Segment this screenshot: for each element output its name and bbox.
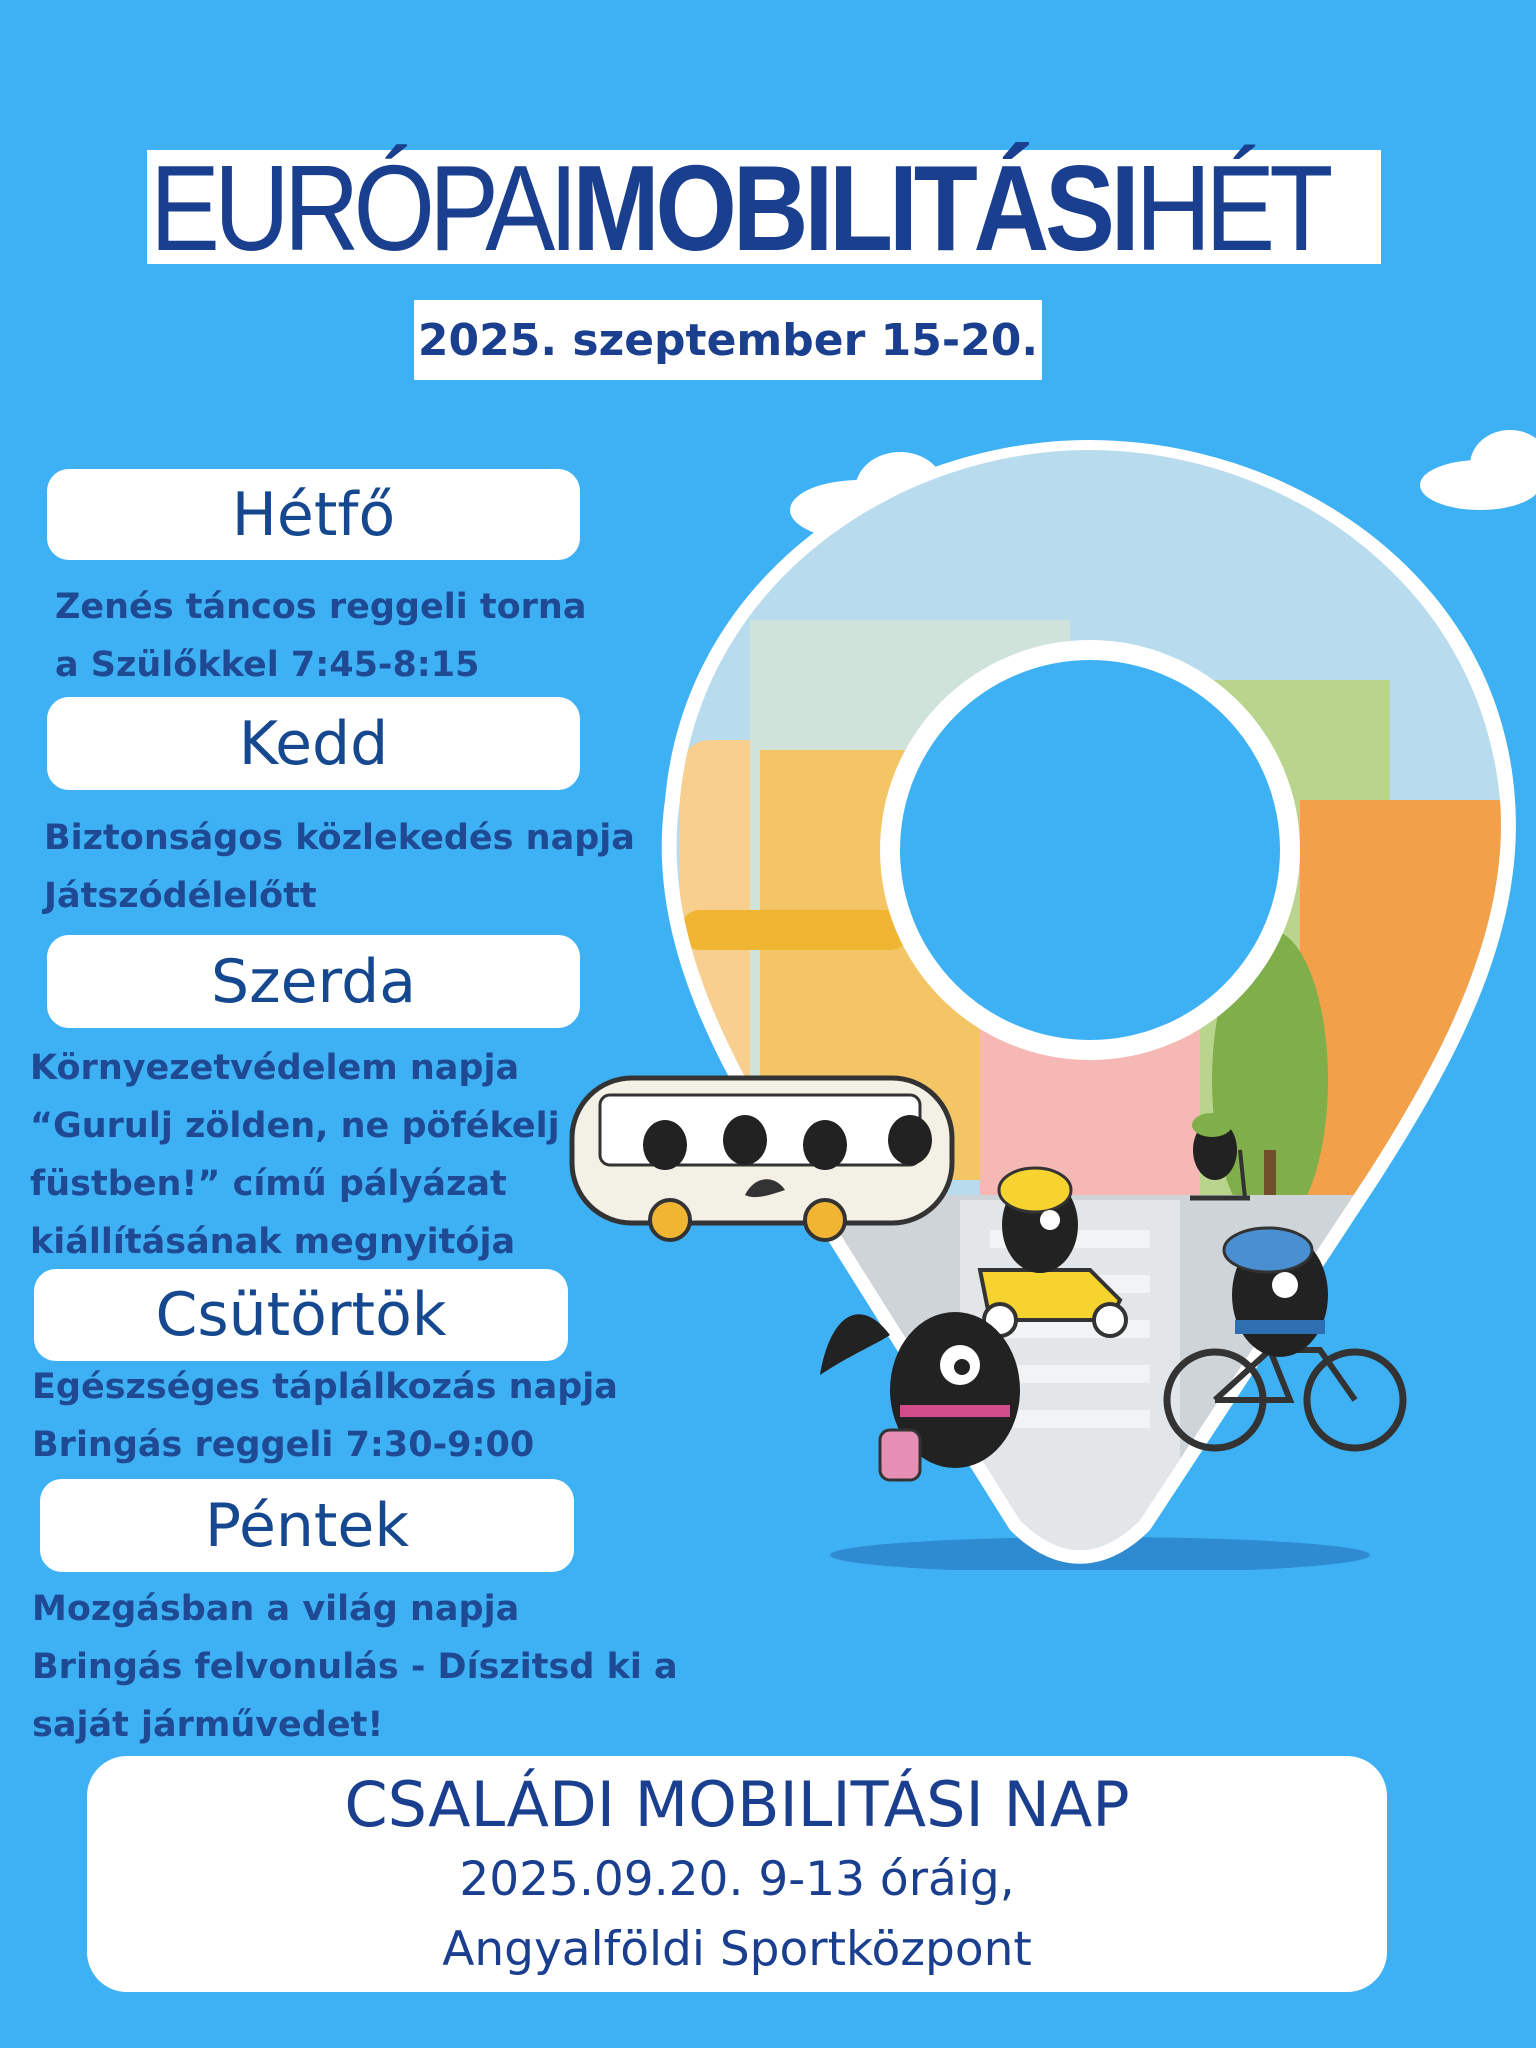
day-pill-hetfo: Hétfő: [47, 469, 580, 560]
day-pill-csutortok: Csütörtök: [34, 1269, 568, 1361]
bus-icon: [572, 1078, 952, 1240]
poster-title: [150, 140, 1328, 276]
day-desc-line: Bringás reggeli 7:30-9:00: [32, 1425, 535, 1465]
family-day-title: CSALÁDI MOBILITÁSI NAP: [344, 1768, 1130, 1841]
title-europai: EURÓPAI: [150, 140, 573, 276]
day-desc-szerda: [30, 1039, 560, 1271]
day-pill-kedd: Kedd: [47, 697, 580, 790]
cloud-icon: [1420, 430, 1536, 510]
day-desc-kedd: [44, 809, 635, 925]
day-desc-line: “Gurulj zölden, ne pöfékelj: [30, 1106, 560, 1146]
day-desc-line: Biztonságos közlekedés napja: [44, 818, 635, 858]
day-desc-line: saját járművedet!: [32, 1705, 384, 1745]
day-desc-line: Mozgásban a világ napja: [32, 1589, 520, 1629]
day-desc-line: kiállításának megnyitója: [30, 1222, 516, 1262]
day-desc-csutortok: [32, 1358, 618, 1474]
day-desc-line: Egészséges táplálkozás napja: [32, 1367, 618, 1407]
event-date: 2025. szeptember 15-20.: [414, 300, 1042, 380]
pedestrian-icon: [820, 1312, 1020, 1480]
family-day-date: 2025.09.20. 9-13 óráig,: [459, 1852, 1015, 1907]
day-desc-line: Zenés táncos reggeli torna: [55, 587, 587, 627]
day-desc-line: füstben!” című pályázat: [30, 1164, 507, 1204]
day-desc-hetfo: [55, 578, 586, 694]
title-mobilitasi: MOBILITÁSI: [572, 140, 1136, 276]
day-desc-pentek: [32, 1580, 678, 1754]
day-desc-line: Bringás felvonulás - Díszitsd ki a: [32, 1647, 678, 1687]
day-desc-line: Környezetvédelem napja: [30, 1048, 520, 1088]
day-desc-line: Játszódélelőtt: [44, 876, 317, 916]
day-pill-szerda: Szerda: [47, 935, 580, 1028]
day-pill-pentek: Péntek: [40, 1479, 574, 1572]
day-desc-line: a Szülőkkel 7:45-8:15: [55, 645, 480, 685]
title-het: HÉT: [1135, 140, 1328, 276]
map-pin-illustration: [560, 430, 1536, 1570]
family-day-location: Angyalföldi Sportközpont: [442, 1922, 1032, 1977]
